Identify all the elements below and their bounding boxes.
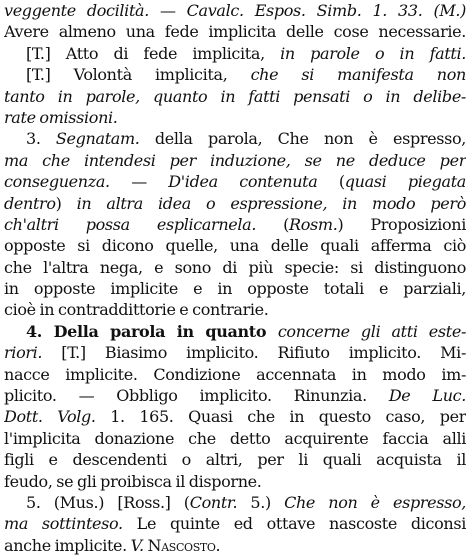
italic-text: veggente docilità.	[4, 1, 160, 20]
italic-text: in parole o in fatti.	[280, 43, 466, 63]
text-line	[4, 193, 466, 214]
text-line	[4, 278, 466, 299]
plain-text: [T.] Volontà implicita,	[26, 65, 251, 85]
italic-text: Che non è espresso,	[284, 492, 466, 512]
italic-text: concerne gli atti este-	[277, 321, 466, 341]
plain-text: —	[109, 172, 169, 192]
text-line	[4, 299, 466, 320]
plain-text: l'implicita donazione che detto acquirente faccia alli	[4, 428, 466, 448]
bold-text: 4. Della parola in quanto	[26, 321, 278, 341]
plain-text: nacce implicite. Condizione accennata in modo im-	[4, 364, 466, 384]
italic-text: D'idea contenuta	[168, 172, 318, 192]
plain-text: )	[55, 193, 77, 213]
italic-text: Rosm.	[289, 214, 338, 234]
italic-text: ch'altri possa esplicarnela.	[4, 214, 257, 234]
text-line	[4, 257, 466, 278]
italic-text: che si manifesta non	[250, 65, 466, 85]
text-line	[4, 150, 466, 171]
italic-text: ma sottinteso.	[4, 514, 123, 534]
text-line	[4, 43, 466, 64]
plain-text: [T.] Atto di fede implicita,	[26, 43, 281, 63]
text-line	[4, 428, 466, 449]
text-line	[4, 449, 466, 470]
text-line	[4, 214, 466, 235]
text-line	[4, 385, 466, 406]
italic-text: ma che intendesi per induzione, se ne deduce per	[4, 150, 466, 170]
plain-text: (	[256, 214, 290, 234]
italic-text: V.	[130, 535, 144, 555]
plain-text: figli e descendenti o altri, per li quali acquista il	[4, 450, 466, 470]
plain-text: anche implicite.	[4, 535, 131, 555]
plain-text: in opposte implicite e in opposte totali e parziali,	[4, 279, 466, 299]
text-line	[4, 64, 466, 85]
italic-text: Segnatam.	[55, 129, 140, 149]
text-line	[4, 235, 466, 256]
text-line	[4, 0, 466, 21]
italic-text: in altra idea o espressione, in modo però	[76, 193, 466, 213]
text-line	[4, 128, 466, 149]
plain-text: Le quinte ed ottave nascoste diconsi	[122, 514, 466, 534]
plain-text: (	[317, 172, 345, 192]
italic-text: Contr.	[189, 492, 238, 512]
text-line	[4, 171, 466, 192]
text-line	[4, 513, 466, 534]
plain-text: 3.	[26, 129, 56, 149]
text-line	[4, 21, 466, 42]
plain-text: che l'altra nega, e sono di più specie: si distinguono	[4, 257, 466, 277]
plain-text: Avere almeno una fede implicita delle cose necessarie.	[4, 22, 466, 42]
italic-text: conseguenza.	[4, 172, 110, 192]
italic-text: De Luc.	[388, 386, 466, 406]
plain-text: feudo, se gli proibisca il disporne.	[4, 471, 262, 491]
plain-text: 5.)	[237, 492, 285, 512]
plain-text: cioè in contraddittorie e contrarie.	[4, 300, 269, 320]
italic-text: quasi piegata	[344, 172, 466, 192]
plain-text: [T.] Biasimo implicito. Rifiuto implicito. Mi-	[42, 343, 466, 363]
text-line	[4, 107, 466, 128]
text-line	[4, 535, 466, 556]
plain-text: ) Proposizioni	[337, 214, 466, 234]
text-line	[4, 364, 466, 385]
italic-text: Dott. Volg.	[4, 407, 96, 427]
text-line	[4, 342, 466, 363]
plain-text: opposte si dicono quelle, una delle quali afferma ciò	[4, 236, 466, 256]
text-line	[4, 86, 466, 107]
plain-text: 5. (Mus.) [Ross.] (	[26, 492, 190, 512]
italic-text: tanto in parole, quanto in fatti pensati o in delibe-	[4, 86, 466, 106]
small-caps-text: Nascosto.	[147, 535, 221, 555]
italic-text: dentro	[4, 193, 56, 213]
text-line	[4, 471, 466, 492]
text-line	[4, 321, 466, 342]
plain-text: 1. 165. Quasi che in questo caso, per	[95, 407, 466, 427]
italic-text: — Cavalc. Espos. Simb. 1. 33. (M.)	[159, 1, 466, 20]
plain-text: plicito. — Obbligo implicito. Rinunzia.	[4, 386, 389, 406]
italic-text: rate omissioni.	[4, 107, 118, 127]
text-line	[4, 406, 466, 427]
plain-text: della parola, Che non è espresso,	[139, 129, 466, 149]
text-line	[4, 492, 466, 513]
italic-text: riori.	[4, 343, 43, 363]
